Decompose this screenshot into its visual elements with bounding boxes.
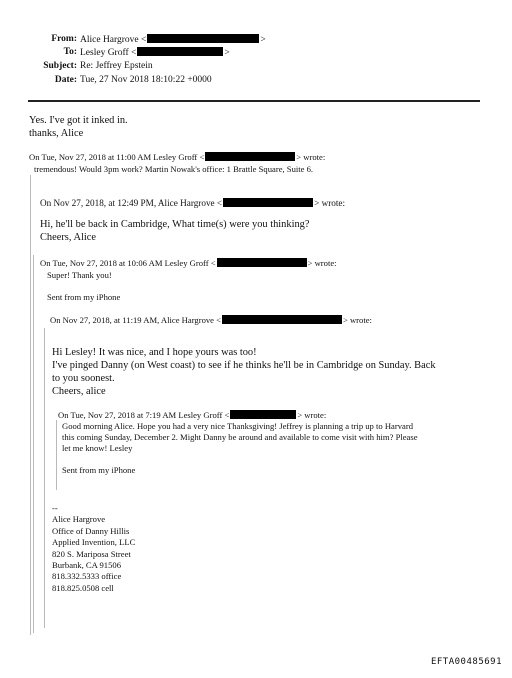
quote4-line-1: Hi Lesley! It was nice, and I hope yours was too! <box>52 347 257 358</box>
redaction-bar <box>137 47 223 56</box>
to-value: Lesley Groff < > <box>80 48 230 58</box>
quote3-line-1: Super! Thank you! <box>47 270 112 280</box>
quote2-attribution: On Nov 27, 2018, at 12:49 PM, Alice Hargrove < > wrote: <box>40 198 346 208</box>
quote3-sent: Sent from my iPhone <box>47 292 121 302</box>
redaction-bar <box>223 198 313 207</box>
signature-city: Burbank, CA 91506 <box>52 560 121 570</box>
quote3-attribution: On Tue, Nov 27, 2018 at 10:06 AM Lesley Groff < > wrote: <box>40 258 337 268</box>
quote5-line-3: let me know! Lesley <box>62 443 133 453</box>
quote1-body: tremendous! Would 3pm work? Martin Nowak's office: 1 Brattle Square, Suite 6. <box>34 164 314 174</box>
quote2-line-1: Hi, he'll be back in Cambridge, What time(s) were you thinking? <box>40 219 310 230</box>
quote4-line-3: to you soonest. <box>52 373 115 384</box>
signature-phone-office: 818.332.5333 office <box>52 571 122 581</box>
reply-line-2: thanks, Alice <box>29 128 84 139</box>
signature-street: 820 S. Mariposa Street <box>52 549 131 559</box>
quote-bar <box>33 255 34 633</box>
signature-company: Applied Invention, LLC <box>52 537 136 547</box>
to-label: To: <box>63 47 77 57</box>
quote-bar <box>44 328 45 628</box>
signature-name: Alice Hargrove <box>52 514 106 524</box>
from-value: Alice Hargrove < > <box>80 35 266 45</box>
signature-office: Office of Danny Hillis <box>52 526 130 536</box>
redaction-bar <box>205 152 295 161</box>
reply-line-1: Yes. I've got it inked in. <box>29 115 128 126</box>
redaction-bar <box>147 34 259 43</box>
quote-bar <box>30 175 31 635</box>
quote4-line-2: I've pinged Danny (on West coast) to see if he thinks he'll be in Cambridge on Sunday. Back <box>52 360 436 371</box>
date-value: Tue, 27 Nov 2018 18:10:22 +0000 <box>80 75 212 85</box>
redaction-bar <box>222 315 342 324</box>
redaction-bar <box>217 258 307 267</box>
quote2-line-2: Cheers, Alice <box>40 232 96 243</box>
quote5-sent: Sent from my iPhone <box>62 465 136 475</box>
document-id: EFTA00485691 <box>430 657 502 667</box>
date-label: Date: <box>54 75 77 85</box>
signature-phone-cell: 818.825.0508 cell <box>52 583 114 593</box>
header-divider <box>28 100 480 102</box>
quote5-line-1: Good morning Alice. Hope you had a very nice Thanksgiving! Jeffrey is planning a trip up to Harvard <box>62 421 413 431</box>
quote1-attribution: On Tue, Nov 27, 2018 at 11:00 AM Lesley Groff < > wrote: <box>29 152 326 162</box>
signature-dashes: -- <box>52 503 58 513</box>
subject-label: Subject: <box>43 61 77 71</box>
quote4-attribution: On Nov 27, 2018, at 11:19 AM, Alice Hargrove < > wrote: <box>50 315 372 325</box>
quote5-attribution: On Tue, Nov 27, 2018 at 7:19 AM Lesley Groff < > wrote: <box>58 410 327 420</box>
quote4-line-4: Cheers, alice <box>52 386 106 397</box>
from-label: From: <box>51 34 77 44</box>
subject-value: Re: Jeffrey Epstein <box>80 61 153 71</box>
quote5-line-2: this coming Sunday, December 2. Might Danny be around and available to come visit with him? Please <box>62 432 418 442</box>
quote-bar <box>56 420 57 490</box>
redaction-bar <box>230 410 296 419</box>
